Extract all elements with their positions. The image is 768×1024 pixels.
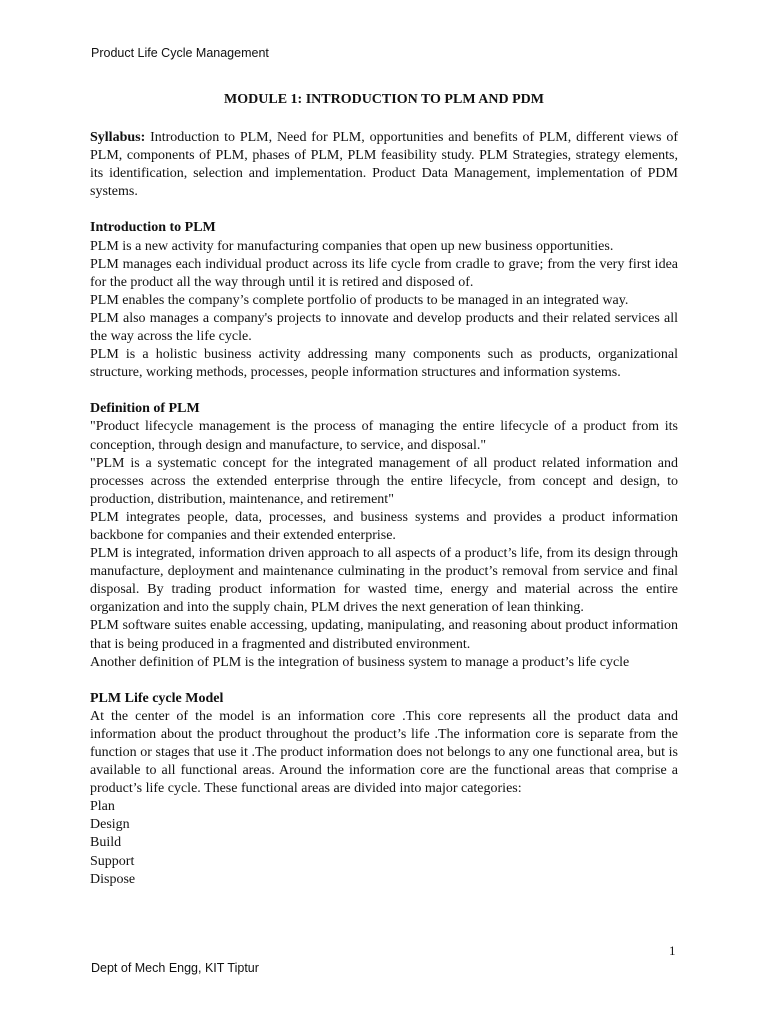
category-item: Plan xyxy=(90,799,115,815)
page-body xyxy=(90,91,678,889)
intro-paragraph: PLM enables the company’s complete portfolio of products to be managed in an integrated way. xyxy=(90,292,629,308)
definition-paragraph: Another definition of PLM is the integration of business system to manage a product’s life cycle xyxy=(90,654,630,670)
section-heading-definition: Definition of PLM xyxy=(90,401,200,417)
definition-paragraph: PLM software suites enable accessing, updating, manipulating, and reasoning about product information that is being produced in a fragmented and distributed environment. xyxy=(90,618,678,652)
category-item: Dispose xyxy=(90,871,136,887)
intro-paragraph: PLM is a holistic business activity addressing many components such as products, organizational structure, working methods, processes, people information structures and information systems. xyxy=(90,347,678,381)
category-item: Build xyxy=(90,835,122,851)
intro-paragraph: PLM manages each individual product across its life cycle from cradle to grave; from the very first idea for the product all the way through until it is retired and disposed of. xyxy=(90,256,678,290)
syllabus-text: Introduction to PLM, Need for PLM, opportunities and benefits of PLM, different views of PLM, components of PLM, phases of PLM, PLM feasibility study. PLM Strategies, strategy elements, its identification, selection and implementation. Product Data Management, implementation of PDM systems. xyxy=(90,130,678,200)
definition-paragraph: PLM integrates people, data, processes, and business systems and provides a product information backbone for companies and their extended enterprise. xyxy=(90,509,678,543)
definition-paragraph: PLM is integrated, information driven approach to all aspects of a product’s life, from its design through manufacture, deployment and maintenance culminating in the product’s removal from service and final disposal. By trading product information for wasted time, energy and material across the entire organization and into the supply chain, PLM drives the next generation of lean thinking. xyxy=(90,546,678,616)
definition-paragraph: "PLM is a systematic concept for the integrated management of all product related information and processes across the extended enterprise through the entire lifecycle, from concept and design, to production, distribution, maintenance, and retirement" xyxy=(90,455,678,507)
spacer xyxy=(90,672,678,690)
running-header: Product Life Cycle Management xyxy=(91,46,269,60)
spacer xyxy=(90,201,678,219)
section-heading-introduction: Introduction to PLM xyxy=(90,220,216,236)
intro-paragraph: PLM also manages a company's projects to innovate and develop products and their related services all the way across the life cycle. xyxy=(90,310,678,345)
definition-paragraph: "Product lifecycle management is the process of managing the entire lifecycle of a product from its conception, through design and manufacture, to service, and disposal." xyxy=(90,419,678,453)
intro-paragraph: PLM is a new activity for manufacturing companies that open up new business opportunities. xyxy=(90,238,614,254)
spacer xyxy=(90,382,678,400)
category-item: Design xyxy=(90,817,130,833)
page-number: 1 xyxy=(669,943,676,958)
lifecycle-paragraph: At the center of the model is an information core .This core represents all the product data and information about the product throughout the product’s life .The information core is separate from the function or stages that use it .The product information does not belongs to any one functional area, but is available to all functional areas. Around the information core are the functional areas that comprise a product’s life cycle. These functional areas are divided into major categories: xyxy=(90,708,678,797)
running-footer: Dept of Mech Engg, KIT Tiptur xyxy=(91,961,259,975)
module-title: MODULE 1: INTRODUCTION TO PLM AND PDM xyxy=(224,92,544,107)
section-heading-lifecycle-model: PLM Life cycle Model xyxy=(90,690,224,706)
syllabus-paragraph xyxy=(90,129,678,201)
syllabus-label: Syllabus: xyxy=(90,130,146,146)
category-item: Support xyxy=(90,853,135,869)
